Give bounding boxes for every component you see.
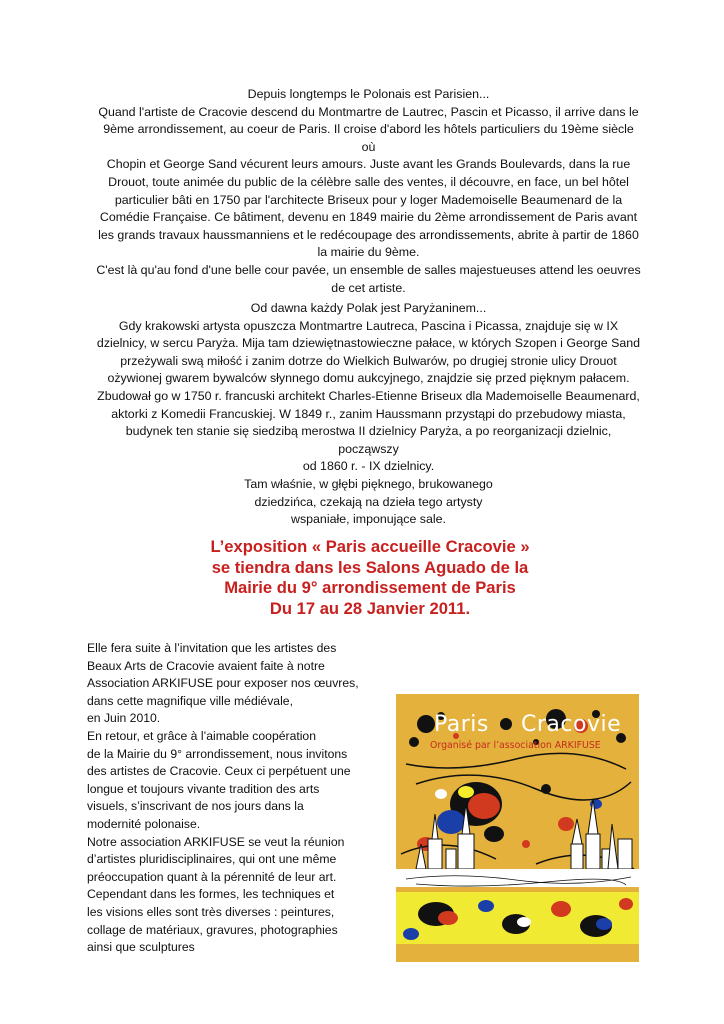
lower-paint-band	[396, 892, 639, 944]
french-line: Drouot, toute animée du public de la célèbre salle des ventes, il découvre, en face, un bel hôtel	[108, 174, 629, 189]
french-line: la mairie du 9ème.	[317, 245, 420, 260]
body-line: Beaux Arts de Cracovie avaient faite à notre	[87, 658, 325, 673]
french-line: C'est là qu'au fond d'une belle cour pavée, un ensemble de salles majestueuses attend les oeuvres	[96, 262, 641, 277]
body-line: visuels, s’inscrivant de nos jours dans la	[87, 799, 304, 814]
poster-title-cracovie: Cracovie	[521, 712, 622, 737]
polish-line: od 1860 r. - IX dzielnicy.	[302, 459, 435, 474]
polish-line: Od dawna każdy Polak jest Paryżaninem...	[250, 301, 487, 315]
body-line: les visions elles sont très diverses : peintures,	[87, 904, 335, 919]
polish-line: dzielnicy, w sercu Paryża. Mija tam dziewiętnastowieczne pałace, w których Szopen i George Sand	[96, 336, 641, 351]
body-line: ainsi que sculptures	[87, 940, 195, 955]
cracovie-skyline	[571, 799, 632, 869]
polish-line: budynek ten stanie się siedzibą merostwa II dzielnicy Paryża, a po reorganizacji dzielnic, począwszy	[125, 424, 612, 456]
polish-intro-text	[96, 300, 641, 529]
body-line: des artistes de Cracovie. Ceux ci perpétuent une	[87, 764, 351, 779]
polish-line: Zbudował go w 1750 r. francuski architekt Charles-Etienne Briseux dla Mademoiselle Beaumenard,	[97, 388, 640, 403]
exhibition-description	[87, 640, 377, 957]
body-line: de la Mairie du 9° arrondissement, nous invitons	[87, 746, 348, 761]
headline-line: Du 17 au 28 Janvier 2011.	[269, 598, 471, 618]
body-line: préoccupation quant à la pérennité de leur art.	[87, 869, 337, 884]
exhibition-poster	[396, 694, 639, 962]
headline-line: se tiendra dans les Salons Aguado de la	[211, 557, 529, 577]
body-line: Association ARKIFUSE pour exposer nos œuvres,	[87, 676, 359, 691]
body-line: en Juin 2010.	[87, 711, 161, 726]
headline-line: Mairie du 9° arrondissement de Paris	[224, 578, 516, 598]
french-line: Depuis longtemps le Polonais est Parisien...	[247, 87, 490, 101]
french-line: Comédie Française. Ce bâtiment, devenu en 1849 mairie du 2ème arrondissement de Paris avant	[99, 210, 638, 225]
polish-line: Gdy krakowski artysta opuszcza Montmartre Lautreca, Pascina i Picassa, znajduje się w IX	[118, 318, 619, 333]
exhibition-headline	[160, 537, 580, 619]
poster-title	[396, 712, 639, 742]
poster-title-paris: Paris	[434, 712, 489, 737]
french-line: Quand l'artiste de Cracovie descend du Montmartre de Lautrec, Pascin et Picasso, il arrive dans le	[98, 104, 639, 119]
french-line: 9ème arrondissement, au coeur de Paris. Il croise d'abord les hôtels particuliers du 19ème siècle où	[103, 122, 634, 154]
french-line: Chopin et George Sand vécurent leurs amours. Juste avant les Grands Boulevards, dans la rue	[106, 157, 631, 172]
poster-subtitle: Organisé par l’association ARKIFUSE	[430, 740, 601, 751]
french-line: particulier bâti en 1750 par l'architecte Briseux pour y loger Mademoiselle Beaumenard de la	[114, 192, 623, 207]
polish-line: Tam właśnie, w głębi pięknego, brukowanego	[244, 476, 493, 491]
body-line: collage de matériaux, gravures, photographies	[87, 922, 338, 937]
body-line: d’artistes pluridisciplinaires, qui ont une même	[87, 852, 337, 867]
french-line: de cet artiste.	[331, 280, 406, 295]
headline-line: L’exposition « Paris accueille Cracovie »	[210, 537, 530, 556]
polish-line: wspaniałe, imponujące sale.	[291, 512, 446, 527]
body-line: Notre association ARKIFUSE se veut la réunion	[87, 834, 345, 849]
body-line: Cependant dans les formes, les techniques et	[87, 887, 335, 902]
body-line: dans cette magnifique ville médiévale,	[87, 693, 293, 708]
body-line: longue et toujours vivante tradition des arts	[87, 781, 320, 796]
polish-line: przeżywali swą miłość i zanim dotrze do Wielkich Bulwarów, po drugiej stronie ulicy Drouot	[120, 353, 617, 368]
body-line: En retour, et grâce à l’aimable coopération	[87, 728, 316, 743]
french-intro-text	[96, 86, 641, 297]
polish-line: ożywionej gwarem bywalców słynnego domu aukcyjnego, znajdzie się przed pięknym pałacem.	[107, 371, 630, 386]
french-line: les grands travaux haussmanniens et le redécoupage des arrondissements, abrite à partir de 1860	[98, 227, 639, 242]
body-line: modernité polonaise.	[87, 816, 201, 831]
polish-line: dziedzińca, czekają na dzieła tego artysty	[254, 494, 483, 509]
body-line: Elle fera suite à l’invitation que les artistes des	[87, 641, 337, 655]
polish-line: aktorki z Komedii Francuskiej. W 1849 r., zanim Haussmann przystąpi do przebudowy miasta,	[111, 406, 626, 421]
